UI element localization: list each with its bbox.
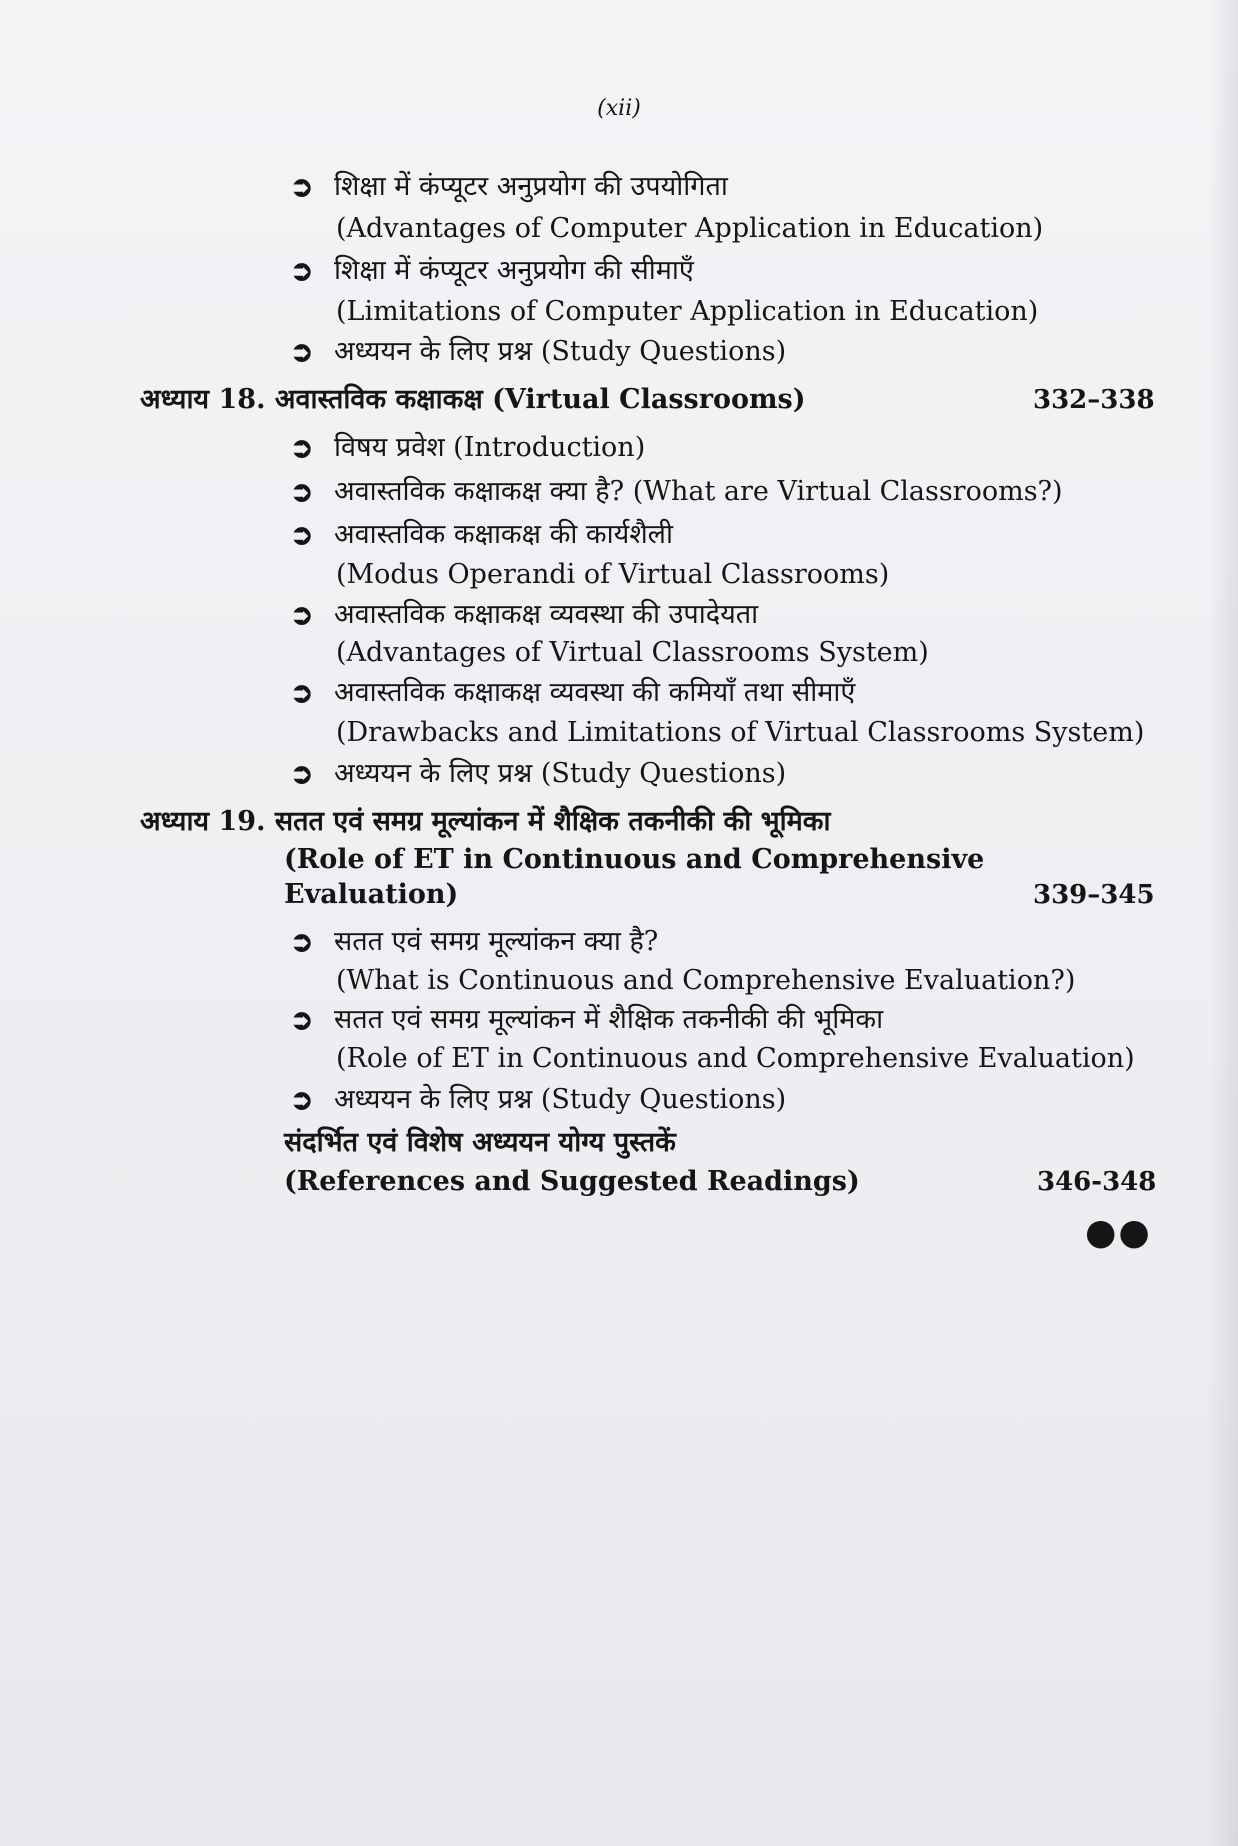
toc-item-english: (Modus Operandi of Virtual Classrooms) <box>336 559 890 590</box>
arrow-bullet-icon: ➲ <box>290 1083 314 1116</box>
arrow-bullet-icon: ➲ <box>290 431 314 464</box>
arrow-bullet-icon: ➲ <box>290 1003 314 1036</box>
arrow-bullet-icon: ➲ <box>290 925 314 958</box>
toc-item-english: (Advantages of Virtual Classrooms System) <box>336 637 929 668</box>
toc-item: अवास्तविक कक्षाकक्ष क्या है? (What are Virtual Classrooms?) <box>334 476 1063 507</box>
references-pages: 346-348 <box>1037 1167 1157 1197</box>
toc-item-hindi: अवास्तविक कक्षाकक्ष व्यवस्था की उपादेयता <box>334 599 759 630</box>
chapter-19-title: अध्याय 19. सतत एवं समग्र मूल्यांकन में शैक्षिक तकनीकी की भूमिका <box>140 806 831 837</box>
arrow-bullet-icon: ➲ <box>290 254 314 287</box>
references-title-hindi: संदर्भित एवं विशेष अध्ययन योग्य पुस्तकें <box>284 1127 676 1158</box>
arrow-bullet-icon: ➲ <box>290 170 314 203</box>
arrow-bullet-icon: ➲ <box>290 518 314 551</box>
chapter-19-pages: 339–345 <box>1033 880 1155 910</box>
arrow-bullet-icon: ➲ <box>290 335 314 368</box>
page-number: (xii) <box>597 96 641 121</box>
references-title-english: (References and Suggested Readings) <box>284 1166 860 1197</box>
end-mark-icon: ●● <box>1085 1212 1152 1253</box>
page-edge-shadow <box>1208 0 1238 1846</box>
arrow-bullet-icon: ➲ <box>290 475 314 508</box>
toc-item-hindi: शिक्षा में कंप्यूटर अनुप्रयोग की उपयोगिता <box>334 171 728 202</box>
toc-item-english: (Role of ET in Continuous and Comprehensive Evaluation) <box>336 1043 1135 1074</box>
toc-item-hindi: अवास्तविक कक्षाकक्ष की कार्यशैली <box>334 519 673 550</box>
arrow-bullet-icon: ➲ <box>290 676 314 709</box>
toc-item-english: (Advantages of Computer Application in Education) <box>336 213 1044 244</box>
toc-item-english: (Limitations of Computer Application in Education) <box>336 296 1039 327</box>
toc-item: अध्ययन के लिए प्रश्न (Study Questions) <box>334 758 787 789</box>
arrow-bullet-icon: ➲ <box>290 598 314 631</box>
chapter-18-pages: 332–338 <box>1033 385 1155 415</box>
toc-item: अध्ययन के लिए प्रश्न (Study Questions) <box>334 336 787 367</box>
toc-item: विषय प्रवेश (Introduction) <box>334 432 646 463</box>
toc-item-english: (Drawbacks and Limitations of Virtual Classrooms System) <box>336 717 1145 748</box>
chapter-19-title-line3: Evaluation) <box>284 879 459 910</box>
arrow-bullet-icon: ➲ <box>290 757 314 790</box>
chapter-18-title: अध्याय 18. अवास्तविक कक्षाकक्ष (Virtual Classrooms) <box>140 384 806 415</box>
toc-item-hindi: सतत एवं समग्र मूल्यांकन क्या है? <box>334 926 659 957</box>
toc-item-hindi: सतत एवं समग्र मूल्यांकन में शैक्षिक तकनीकी की भूमिका <box>334 1004 884 1035</box>
toc-item-hindi: शिक्षा में कंप्यूटर अनुप्रयोग की सीमाएँ <box>334 255 694 286</box>
toc-item: अध्ययन के लिए प्रश्न (Study Questions) <box>334 1084 787 1115</box>
toc-item-english: (What is Continuous and Comprehensive Evaluation?) <box>336 965 1076 996</box>
toc-item-hindi: अवास्तविक कक्षाकक्ष व्यवस्था की कमियाँ तथा सीमाएँ <box>334 677 856 708</box>
chapter-19-title-line2: (Role of ET in Continuous and Comprehensive <box>284 844 985 875</box>
